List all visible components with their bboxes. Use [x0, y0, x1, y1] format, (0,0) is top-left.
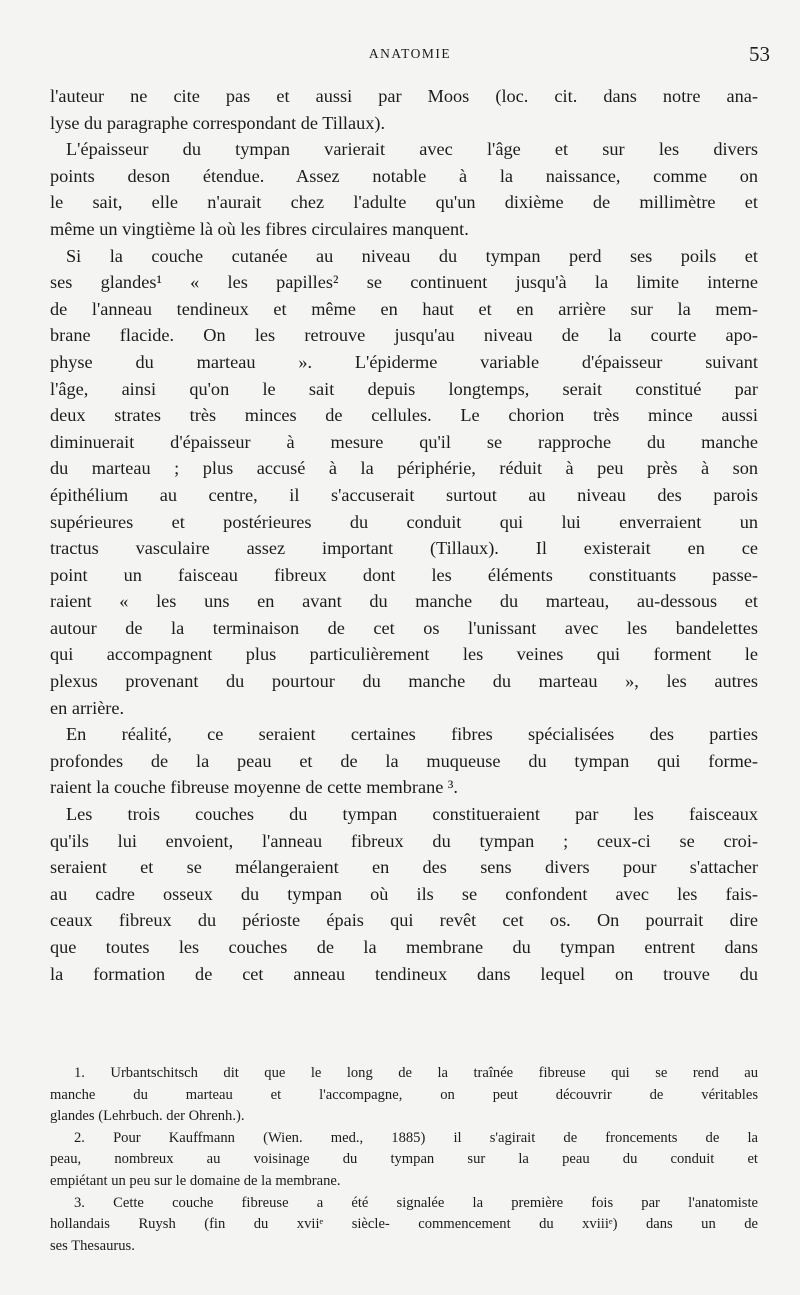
- text-line: plexus provenant du pourtour du manche du marteau », les autres: [50, 671, 758, 692]
- text-line: diminuerait d'épaisseur à mesure qu'il se rapproche du manche: [50, 431, 758, 452]
- running-head: [50, 42, 770, 72]
- text-line: épithélium au centre, il s'accuserait surtout au niveau des parois: [50, 484, 758, 505]
- text-line: au cadre osseux du tympan où ils se confondent avec les fais-: [50, 883, 758, 904]
- text-line: ceaux fibreux du périoste épais qui revêt cet os. On pourrait dire: [50, 910, 758, 931]
- text-line: de l'anneau tendineux et même en haut et en arrière sur la mem-: [50, 298, 758, 319]
- text-line: physe du marteau ». L'épiderme variable d'épaisseur suivant: [50, 351, 758, 372]
- text-line: même un vingtième là où les fibres circulaires manquent.: [50, 218, 469, 239]
- text-line: deux strates très minces de cellules. Le chorion très mince aussi: [50, 405, 758, 426]
- text-line: raient « les uns en avant du manche du marteau, au-dessous et: [50, 591, 758, 612]
- footnote-line: 1. Urbantschitsch dit que le long de la traînée fibreuse qui se rend au: [74, 1065, 758, 1081]
- text-line: Si la couche cutanée au niveau du tympan perd ses poils et: [66, 245, 758, 266]
- text-line: en arrière.: [50, 697, 125, 718]
- text-line: tractus vasculaire assez important (Tillaux). Il existerait en ce: [50, 538, 758, 559]
- text-line: points deson étendue. Assez notable à la naissance, comme on: [50, 165, 758, 186]
- text-line: le sait, elle n'aurait chez l'adulte qu'un dixième de millimètre et: [50, 192, 758, 213]
- text-line: L'épaisseur du tympan varierait avec l'âge et sur les divers: [66, 139, 758, 160]
- text-line: seraient et se mélangeraient en des sens divers pour s'attacher: [50, 857, 758, 878]
- footnotes: [50, 1063, 758, 1257]
- footnote-line: 2. Pour Kauffmann (Wien. med., 1885) il s'agirait de froncements de la: [74, 1129, 758, 1146]
- body-text: [50, 83, 758, 987]
- page-number: 53: [749, 42, 770, 66]
- footnote-line: hollandais Ruysh (fin du xviiᵉ siècle- commencement du xviiiᵉ) dans un de: [50, 1216, 758, 1233]
- text-line: du marteau ; plus accusé à la périphérie, réduit à peu près à son: [50, 458, 758, 479]
- text-line: profondes de la peau et de la muqueuse du tympan qui forme-: [50, 750, 758, 771]
- text-line: Les trois couches du tympan constitueraient par les faisceaux: [66, 804, 758, 825]
- running-title: ANATOMIE: [368, 46, 452, 61]
- text-line: qu'ils lui envoient, l'anneau fibreux du tympan ; ceux-ci se croi-: [50, 830, 758, 851]
- text-line: raient la couche fibreuse moyenne de cette membrane ³.: [50, 777, 458, 798]
- text-line: lyse du paragraphe correspondant de Tillaux).: [50, 112, 386, 133]
- footnote-line: ses Thesaurus.: [50, 1237, 135, 1254]
- footnote-line: glandes (Lehrbuch. der Ohrenh.).: [50, 1108, 245, 1125]
- text-line: l'âge, ainsi qu'on le sait depuis longtemps, serait constitué par: [50, 378, 758, 399]
- footnote-line: 3. Cette couche fibreuse a été signalée la première fois par l'anatomiste: [74, 1194, 758, 1211]
- footnote-line: manche du marteau et l'accompagne, on peut découvrir de véritables: [50, 1086, 758, 1103]
- text-line: l'auteur ne cite pas et aussi par Moos (loc. cit. dans notre ana-: [50, 86, 758, 106]
- text-line: ses glandes¹ « les papilles² se continuent jusqu'à la limite interne: [50, 272, 758, 293]
- text-line: qui accompagnent plus particulièrement les veines qui forment le: [50, 644, 758, 665]
- footnote-line: empiétant un peu sur le domaine de la membrane.: [50, 1172, 341, 1189]
- footnote-line: peau, nombreux au voisinage du tympan sur la peau du conduit et: [50, 1151, 758, 1168]
- text-line: point un faisceau fibreux dont les éléments constituants passe-: [50, 564, 758, 585]
- text-line: la formation de cet anneau tendineux dans lequel on trouve du: [50, 963, 758, 984]
- text-line: supérieures et postérieures du conduit qui lui enverraient un: [50, 511, 758, 532]
- text-line: brane flacide. On les retrouve jusqu'au niveau de la courte apo-: [50, 325, 758, 346]
- text-line: autour de la terminaison de cet os l'unissant avec les bandelettes: [50, 617, 758, 638]
- text-line: En réalité, ce seraient certaines fibres spécialisées des parties: [66, 724, 758, 745]
- text-line: que toutes les couches de la membrane du tympan entrent dans: [50, 937, 758, 957]
